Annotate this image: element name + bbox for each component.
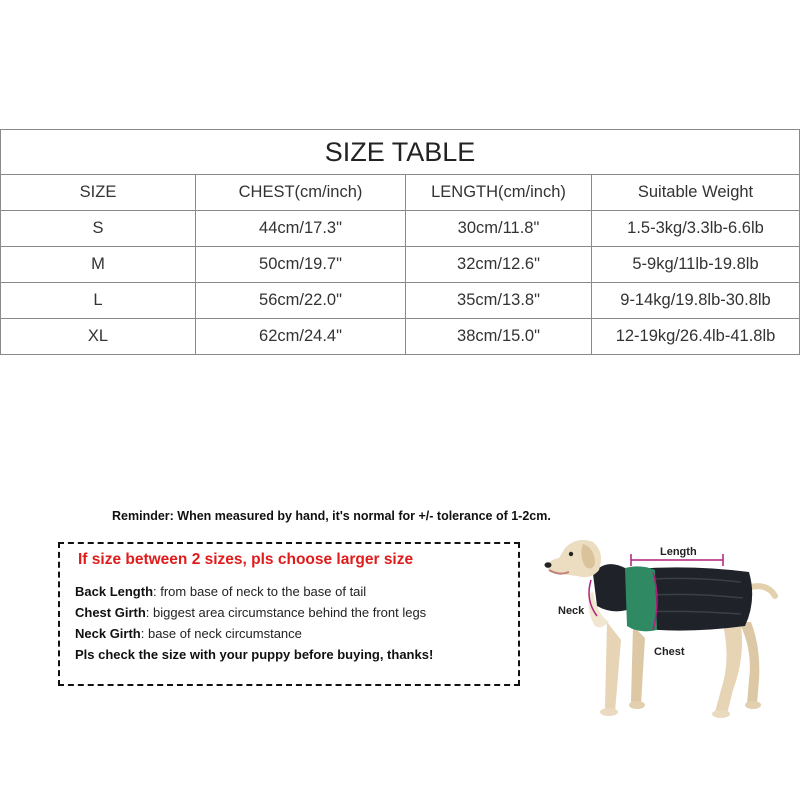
cell-weight: 5-9kg/11lb-19.8lb xyxy=(592,247,800,283)
cell-chest: 44cm/17.3" xyxy=(196,211,406,247)
cell-length: 35cm/13.8" xyxy=(406,283,592,319)
size-advice-title: If size between 2 sizes, pls choose larger size xyxy=(78,551,414,568)
header-weight: Suitable Weight xyxy=(592,175,800,211)
closing-note: Pls check the size with your puppy before buying, thanks! xyxy=(75,647,434,662)
cell-weight: 1.5-3kg/3.3lb-6.6lb xyxy=(592,211,800,247)
length-label: Length xyxy=(660,546,697,558)
cell-size: M xyxy=(1,247,196,283)
back-length-text: : from base of neck to the base of tail xyxy=(153,584,367,599)
table-row xyxy=(1,211,800,247)
neck-girth-text: : base of neck circumstance xyxy=(140,626,302,641)
dog-measurement-figure xyxy=(535,530,795,725)
dog-illustration xyxy=(535,530,795,725)
cell-size: XL xyxy=(1,319,196,355)
cell-weight: 12-19kg/26.4lb-41.8lb xyxy=(592,319,800,355)
table-title: SIZE TABLE xyxy=(1,130,800,175)
neck-label: Neck xyxy=(558,605,585,617)
header-length: LENGTH(cm/inch) xyxy=(406,175,592,211)
cell-chest: 50cm/19.7" xyxy=(196,247,406,283)
back-length-label: Back Length xyxy=(75,584,154,599)
cell-chest: 56cm/22.0" xyxy=(196,283,406,319)
reminder-text: Reminder: When measured by hand, it's normal for +/- tolerance of 1-2cm. xyxy=(112,509,551,523)
cell-length: 30cm/11.8" xyxy=(406,211,592,247)
neck-girth-label: Neck Girth xyxy=(75,626,141,641)
cell-length: 32cm/12.6" xyxy=(406,247,592,283)
size-table xyxy=(0,129,800,355)
chest-girth-text: : biggest area circumstance behind the front legs xyxy=(145,605,427,620)
header-chest: CHEST(cm/inch) xyxy=(196,175,406,211)
cell-size: S xyxy=(1,211,196,247)
cell-size: L xyxy=(1,283,196,319)
back-length-line xyxy=(75,584,366,599)
neck-girth-line xyxy=(75,626,302,641)
chest-label: Chest xyxy=(654,646,685,658)
chest-girth-label: Chest Girth xyxy=(75,605,146,620)
table-row xyxy=(1,247,800,283)
cell-chest: 62cm/24.4" xyxy=(196,319,406,355)
table-row xyxy=(1,283,800,319)
cell-length: 38cm/15.0" xyxy=(406,319,592,355)
table-row xyxy=(1,319,800,355)
size-advice-box xyxy=(58,542,520,686)
cell-weight: 9-14kg/19.8lb-30.8lb xyxy=(592,283,800,319)
header-size: SIZE xyxy=(1,175,196,211)
chest-girth-line xyxy=(75,605,426,620)
